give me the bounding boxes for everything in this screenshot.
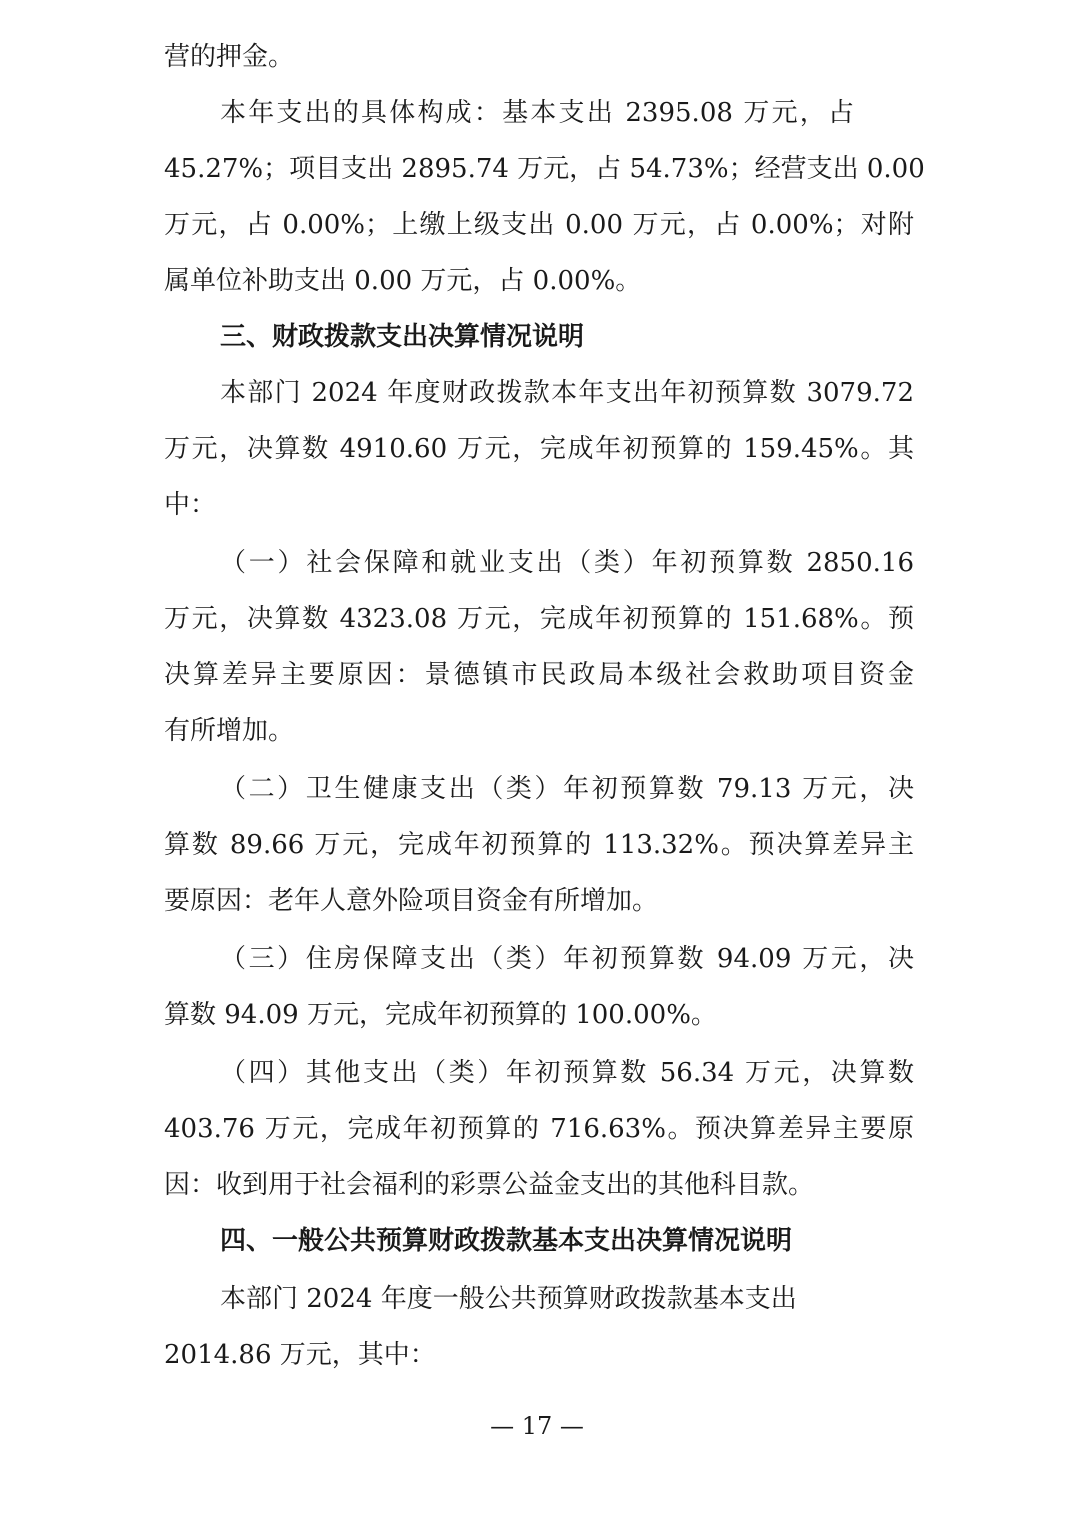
text-line: 算数 94.09 万元，完成年初预算的 100.00%。 xyxy=(164,1000,717,1030)
text-line: 45.27%；项目支出 2895.74 万元，占 54.73%；经营支出 0.00 xyxy=(164,154,925,184)
text-line: 403.76 万元，完成年初预算的 716.63%。预决算差异主要原 xyxy=(164,1114,914,1144)
text-line: 中： xyxy=(164,490,217,520)
text-line: 本部门 2024 年度一般公共预算财政拨款基本支出 xyxy=(220,1284,797,1314)
text-line: 万元，占 0.00%；上缴上级支出 0.00 万元，占 0.00%；对附 xyxy=(164,210,914,240)
text-line: （四）其他支出（类）年初预算数 56.34 万元，决算数 xyxy=(220,1058,914,1088)
text-line: 决算差异主要原因：景德镇市民政局本级社会救助项目资金 xyxy=(164,660,914,690)
text-line: 要原因：老年人意外险项目资金有所增加。 xyxy=(164,886,659,916)
text-line: 万元，决算数 4323.08 万元，完成年初预算的 151.68%。预 xyxy=(164,604,914,634)
text-line: 本年支出的具体构成：基本支出 2395.08 万元，占 xyxy=(220,98,854,128)
text-line: （二）卫生健康支出（类）年初预算数 79.13 万元，决 xyxy=(220,774,914,804)
text-line: 本部门 2024 年度财政拨款本年支出年初预算数 3079.72 xyxy=(220,378,914,408)
text-line: 营的押金。 xyxy=(164,42,295,72)
text-line: 有所增加。 xyxy=(164,716,295,746)
text-line: （三）住房保障支出（类）年初预算数 94.09 万元，决 xyxy=(220,944,914,974)
text-line: 万元，决算数 4910.60 万元，完成年初预算的 159.45%。其 xyxy=(164,434,914,464)
text-line: 算数 89.66 万元，完成年初预算的 113.32%。预决算差异主 xyxy=(164,830,914,860)
text-line: 2014.86 万元，其中： xyxy=(164,1340,436,1370)
text-line: 因：收到用于社会福利的彩票公益金支出的其他科目款。 xyxy=(164,1170,815,1200)
section-heading: 四、一般公共预算财政拨款基本支出决算情况说明 xyxy=(220,1226,793,1256)
section-heading: 三、财政拨款支出决算情况说明 xyxy=(220,322,585,352)
page-number: — 17 — xyxy=(490,1412,584,1440)
text-line: 属单位补助支出 0.00 万元，占 0.00%。 xyxy=(164,266,642,296)
text-line: （一）社会保障和就业支出（类）年初预算数 2850.16 xyxy=(220,548,914,578)
